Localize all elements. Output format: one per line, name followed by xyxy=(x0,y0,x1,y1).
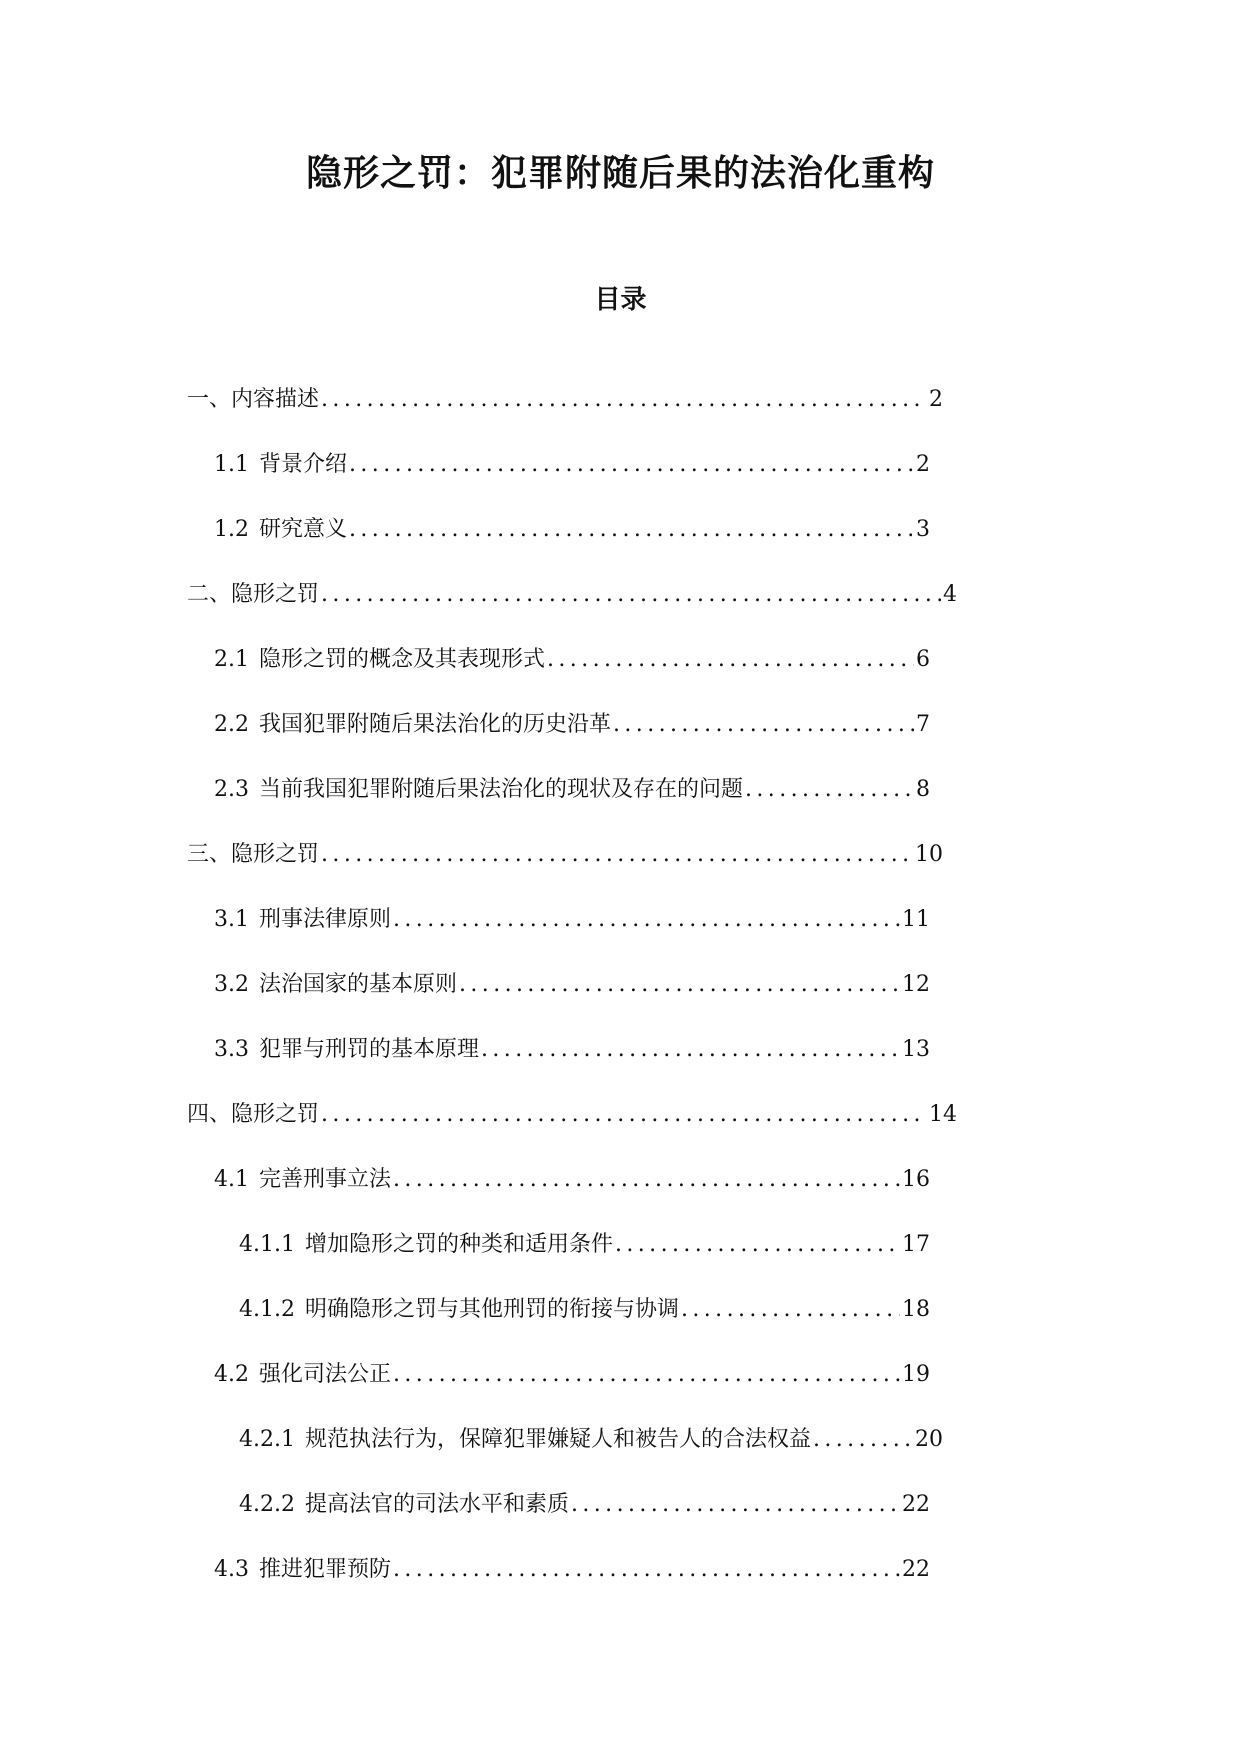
toc-entry-1-1[interactable] xyxy=(187,450,952,515)
toc-entry-2[interactable] xyxy=(187,580,957,645)
toc-entry-text: 犯罪与刑罚的基本原理 xyxy=(259,1037,480,1062)
toc-entry-4-2-1[interactable] xyxy=(187,1425,952,1490)
toc-leader-dots xyxy=(321,840,913,870)
toc-entry-page: 2 xyxy=(929,387,943,412)
toc-entry-text: 强化司法公正 xyxy=(259,1362,392,1387)
toc-entry-page: 20 xyxy=(915,1427,943,1452)
toc-entry-page: 11 xyxy=(902,907,930,932)
toc-leader-dots xyxy=(745,775,914,805)
toc-entry-number: 4.2.1 xyxy=(239,1427,295,1452)
toc-entry-page: 12 xyxy=(902,972,930,997)
toc-entry-number: 四、 xyxy=(187,1102,232,1127)
toc-entry-number: 4.3 xyxy=(214,1557,249,1582)
toc-entry-text: 提高法官的司法水平和素质 xyxy=(304,1492,569,1517)
toc-entry-text: 隐形之罚 xyxy=(231,842,320,867)
toc-entry-text: 规范执法行为，保障犯罪嫌疑人和被告人的合法权益 xyxy=(304,1427,811,1452)
toc-entry-2-3[interactable] xyxy=(187,775,952,840)
toc-leader-dots xyxy=(349,450,914,480)
toc-entry-number: 一、 xyxy=(187,387,232,412)
document-title: 隐形之罚：犯罪附随后果的法治化重构 xyxy=(305,153,935,194)
toc-leader-dots xyxy=(321,1100,927,1130)
toc-leader-dots xyxy=(393,1555,900,1585)
toc-entry-text: 内容描述 xyxy=(231,387,320,412)
toc-entry-text: 推进犯罪预防 xyxy=(259,1557,392,1582)
toc-leader-dots xyxy=(571,1490,900,1520)
toc-entry-text: 刑事法律原则 xyxy=(259,907,392,932)
toc-entry-page: 18 xyxy=(902,1297,930,1322)
toc-entry-4-2[interactable] xyxy=(187,1360,952,1425)
toc-entry-number: 二、 xyxy=(187,582,232,607)
toc-entry-page: 17 xyxy=(902,1232,930,1257)
toc-entry-text: 隐形之罚 xyxy=(231,1102,320,1127)
toc-heading: 目录 xyxy=(594,285,647,315)
toc-leader-dots xyxy=(613,710,914,740)
toc-entry-4-1-1[interactable] xyxy=(187,1230,952,1295)
toc-entry-4-2-2[interactable] xyxy=(187,1490,952,1555)
toc-entry-page: 4 xyxy=(943,582,957,607)
toc-entry-number: 三、 xyxy=(187,842,232,867)
toc-leader-dots xyxy=(321,580,941,610)
toc-entry-number: 4.2 xyxy=(214,1362,249,1387)
toc-entry-3[interactable] xyxy=(187,840,952,905)
toc-entry-3-2[interactable] xyxy=(187,970,952,1035)
toc-entry-page: 8 xyxy=(916,777,930,802)
toc-entry-page: 19 xyxy=(902,1362,930,1387)
toc-entry-1[interactable] xyxy=(187,385,952,450)
toc-entry-text: 我国犯罪附随后果法治化的历史沿革 xyxy=(259,712,612,737)
toc-leader-dots xyxy=(393,1165,900,1195)
toc-entry-text: 隐形之罚 xyxy=(231,582,320,607)
toc-entry-page: 16 xyxy=(902,1167,930,1192)
toc-entry-number: 3.2 xyxy=(214,972,249,997)
toc-leader-dots xyxy=(813,1425,913,1455)
toc-entry-number: 2.3 xyxy=(214,777,249,802)
toc-entry-text: 完善刑事立法 xyxy=(259,1167,392,1192)
toc-entry-page: 14 xyxy=(929,1102,957,1127)
toc-entry-number: 3.3 xyxy=(214,1037,249,1062)
toc-entry-1-2[interactable] xyxy=(187,515,952,580)
toc-entry-text: 研究意义 xyxy=(259,517,348,542)
toc-entry-page: 2 xyxy=(916,452,930,477)
toc-entry-page: 6 xyxy=(916,647,930,672)
toc-entry-number: 4.1.1 xyxy=(239,1232,295,1257)
toc-entry-page: 7 xyxy=(916,712,930,737)
toc-entry-3-1[interactable] xyxy=(187,905,952,970)
toc-entry-page: 22 xyxy=(902,1557,930,1582)
toc-leader-dots xyxy=(615,1230,900,1260)
toc-leader-dots xyxy=(547,645,914,675)
toc-leader-dots xyxy=(393,1360,900,1390)
toc-entry-text: 当前我国犯罪附随后果法治化的现状及存在的问题 xyxy=(259,777,744,802)
toc-entry-text: 明确隐形之罚与其他刑罚的衔接与协调 xyxy=(304,1297,679,1322)
toc-entry-page: 22 xyxy=(902,1492,930,1517)
toc-entry-number: 1.1 xyxy=(214,452,249,477)
toc-entry-page: 13 xyxy=(902,1037,930,1062)
toc-entry-text: 背景介绍 xyxy=(259,452,348,477)
toc-entry-2-2[interactable] xyxy=(187,710,952,775)
toc-entry-number: 4.1 xyxy=(214,1167,249,1192)
toc-entry-number: 4.1.2 xyxy=(239,1297,295,1322)
toc-entry-text: 法治国家的基本原则 xyxy=(259,972,458,997)
table-of-contents xyxy=(187,385,957,1620)
toc-leader-dots xyxy=(349,515,914,545)
toc-entry-number: 1.2 xyxy=(214,517,249,542)
toc-entry-page: 3 xyxy=(916,517,930,542)
toc-entry-number: 3.1 xyxy=(214,907,249,932)
toc-entry-2-1[interactable] xyxy=(187,645,952,710)
toc-leader-dots xyxy=(459,970,900,1000)
toc-entry-4-3[interactable] xyxy=(187,1555,952,1620)
toc-entry-4[interactable] xyxy=(187,1100,957,1165)
toc-entry-number: 4.2.2 xyxy=(239,1492,295,1517)
toc-leader-dots xyxy=(681,1295,900,1325)
toc-entry-page: 10 xyxy=(915,842,943,867)
toc-leader-dots xyxy=(481,1035,900,1065)
toc-entry-number: 2.2 xyxy=(214,712,249,737)
toc-entry-4-1-2[interactable] xyxy=(187,1295,952,1360)
toc-entry-text: 增加隐形之罚的种类和适用条件 xyxy=(304,1232,613,1257)
toc-entry-number: 2.1 xyxy=(214,647,249,672)
toc-entry-3-3[interactable] xyxy=(187,1035,952,1100)
toc-leader-dots xyxy=(321,385,927,415)
toc-leader-dots xyxy=(393,905,900,935)
toc-entry-4-1[interactable] xyxy=(187,1165,952,1230)
toc-entry-text: 隐形之罚的概念及其表现形式 xyxy=(259,647,546,672)
